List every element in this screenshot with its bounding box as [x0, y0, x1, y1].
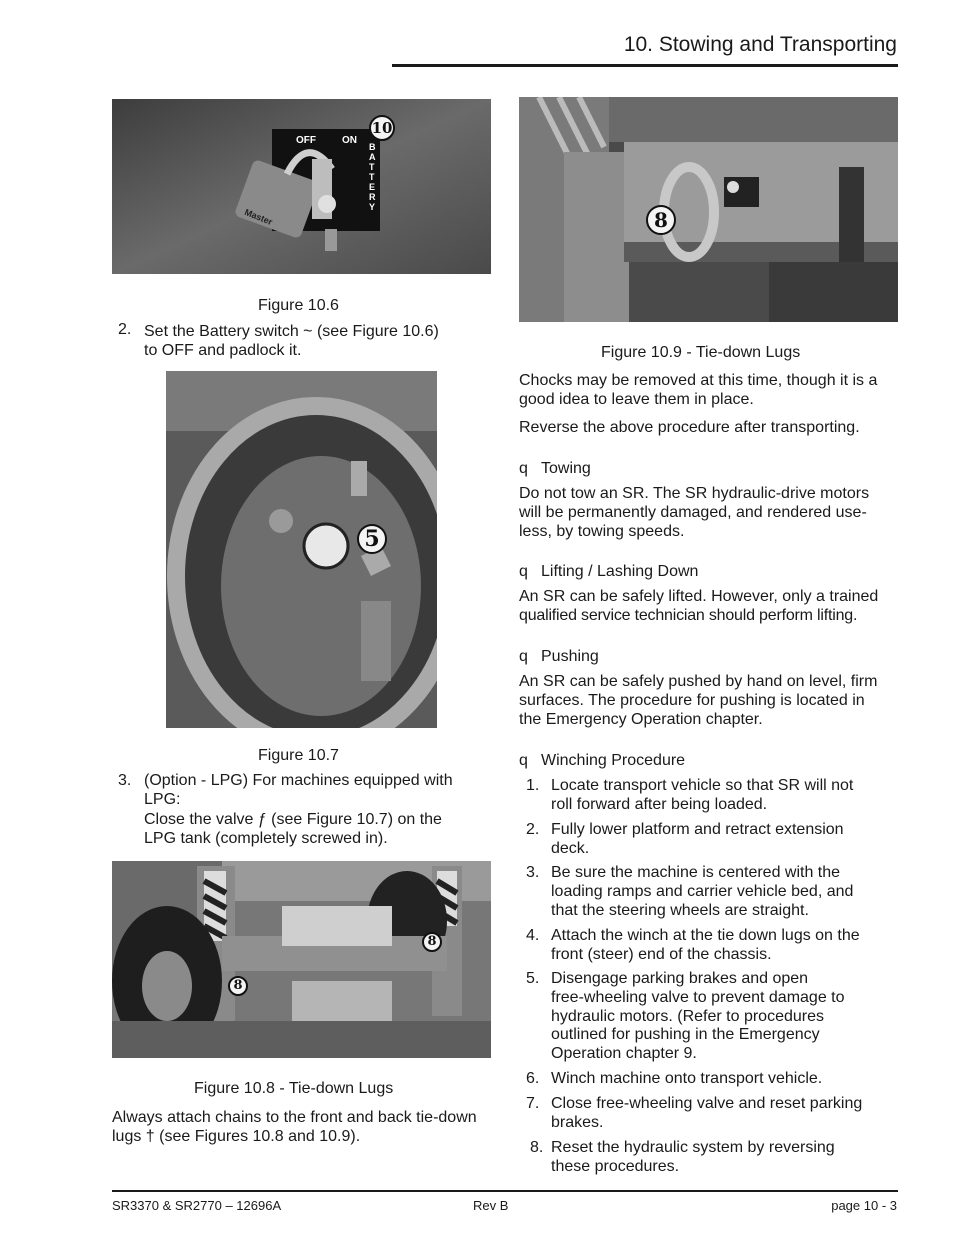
step-2-line-1: Set the Battery switch ~ (see Figure 10.6)	[144, 323, 439, 340]
figure-10-8-callout-badge-right: 8	[422, 932, 442, 952]
step-3-line-4: LPG tank (completely screwed in).	[144, 830, 388, 847]
footer-document-id: SR3370 & SR2770 – 12696A	[112, 1198, 282, 1213]
header-rule	[392, 64, 898, 67]
footer-revision: Rev B	[473, 1198, 509, 1213]
towing-bullet: q	[519, 460, 528, 477]
towing-title: Towing	[541, 460, 591, 477]
figure-10-9-callout-badge: 8	[646, 205, 676, 235]
winch-step-1-number: 1.	[526, 777, 540, 794]
pushing-line-2: surfaces. The procedure for pushing is located in	[519, 692, 865, 709]
step-3-line-3: Close the valve ƒ (see Figure 10.7) on the	[144, 811, 442, 828]
pushing-bullet: q	[519, 648, 528, 665]
switch-on-label: ON	[342, 135, 357, 146]
winch-step-6-line-1: Winch machine onto transport vehicle.	[551, 1070, 823, 1087]
figure-10-8-photo	[112, 861, 491, 1058]
winch-step-3-line-1: Be sure the machine is centered with the	[551, 864, 841, 881]
chocks-text-line-1: Chocks may be removed at this time, though it is a	[519, 372, 878, 389]
winch-step-8-line-2: these procedures.	[551, 1158, 680, 1175]
footer-rule	[112, 1190, 898, 1192]
winch-step-8-number: 8.	[530, 1139, 544, 1156]
pushing-line-3: the Emergency Operation chapter.	[519, 711, 763, 728]
towing-line-2: will be permanently damaged, and rendered use-	[519, 504, 867, 521]
figure-10-8-callout-badge-left: 8	[228, 976, 248, 996]
winch-step-5-line-5: Operation chapter 9.	[551, 1045, 697, 1062]
lifting-title: Lifting / Lashing Down	[541, 563, 699, 580]
winch-step-7-line-2: brakes.	[551, 1114, 604, 1131]
winch-step-4-line-2: front (steer) end of the chassis.	[551, 946, 772, 963]
figure-10-6-callout-badge: 10	[369, 115, 395, 141]
winch-step-5-line-4: outlined for pushing in the Emergency	[551, 1026, 820, 1043]
figure-10-8-caption: Figure 10.8 - Tie-down Lugs	[194, 1080, 394, 1097]
footer-page-number: page 10 - 3	[831, 1198, 897, 1213]
figure-10-7-photo	[166, 371, 437, 728]
winch-step-5-line-3: hydraulic motors. (Refer to procedures	[551, 1008, 824, 1025]
winch-step-1-line-1: Locate transport vehicle so that SR will not	[551, 777, 854, 794]
reverse-text: Reverse the above procedure after transporting.	[519, 419, 860, 436]
winch-step-2-line-1: Fully lower platform and retract extension	[551, 821, 844, 838]
step-2-line-2: to OFF and padlock it.	[144, 342, 302, 359]
winch-step-2-line-2: deck.	[551, 840, 590, 857]
chains-text-line-1: Always attach chains to the front and back tie-down	[112, 1109, 477, 1126]
chains-text-line-2: lugs † (see Figures 10.8 and 10.9).	[112, 1128, 361, 1145]
winch-step-5-line-1: Disengage parking brakes and open	[551, 970, 809, 987]
winch-step-5-line-2: free-wheeling valve to prevent damage to	[551, 989, 845, 1006]
figure-10-6-caption: Figure 10.6	[258, 297, 339, 314]
winch-step-8-line-1: Reset the hydraulic system by reversing	[551, 1139, 835, 1156]
winch-step-5-number: 5.	[526, 970, 540, 987]
winch-step-7-number: 7.	[526, 1095, 540, 1112]
pushing-heading	[519, 647, 599, 666]
towing-heading	[519, 459, 591, 478]
pushing-line-1: An SR can be safely pushed by hand on level, firm	[519, 673, 878, 690]
figure-10-6-photo	[112, 99, 491, 274]
pushing-title: Pushing	[541, 648, 599, 665]
towing-line-1: Do not tow an SR. The SR hydraulic-drive motors	[519, 485, 870, 502]
padlock-brand-label: Master	[243, 206, 274, 228]
figure-10-9-photo	[519, 97, 898, 322]
winching-heading	[519, 751, 685, 770]
step-3-line-1: (Option - LPG) For machines equipped with	[144, 772, 453, 789]
switch-battery-label: BATTERY	[369, 142, 376, 212]
winch-step-1-line-2: roll forward after being loaded.	[551, 796, 768, 813]
switch-off-label: OFF	[296, 135, 316, 146]
winch-step-3-line-2: loading ramps and carrier vehicle bed, and	[551, 883, 854, 900]
winch-step-4-line-1: Attach the winch at the tie down lugs on the	[551, 927, 860, 944]
winch-step-3-line-3: that the steering wheels are straight.	[551, 902, 809, 919]
winching-title: Winching Procedure	[541, 752, 686, 769]
lifting-bullet: q	[519, 563, 528, 580]
winch-step-3-number: 3.	[526, 864, 540, 881]
step-3-number: 3.	[118, 772, 132, 789]
lifting-heading	[519, 562, 698, 581]
figure-10-7-callout-badge: 5	[357, 524, 387, 554]
figure-10-9-caption: Figure 10.9 - Tie-down Lugs	[601, 344, 801, 361]
chocks-text-line-2: good idea to leave them in place.	[519, 391, 754, 408]
lifting-line-1: An SR can be safely lifted. However, only a trained	[519, 588, 879, 605]
lifting-line-2: qualified service technician should perform lifting.	[519, 607, 858, 624]
winch-step-2-number: 2.	[526, 821, 540, 838]
winching-bullet: q	[519, 752, 528, 769]
towing-line-3: less, by towing speeds.	[519, 523, 685, 540]
page-title: 10. Stowing and Transporting	[623, 33, 897, 56]
winch-step-4-number: 4.	[526, 927, 540, 944]
step-3-line-2: LPG:	[144, 791, 181, 808]
figure-10-7-caption: Figure 10.7	[258, 747, 339, 764]
winch-step-7-line-1: Close free-wheeling valve and reset parking	[551, 1095, 863, 1112]
winch-step-6-number: 6.	[526, 1070, 540, 1087]
step-2-number: 2.	[118, 321, 132, 338]
